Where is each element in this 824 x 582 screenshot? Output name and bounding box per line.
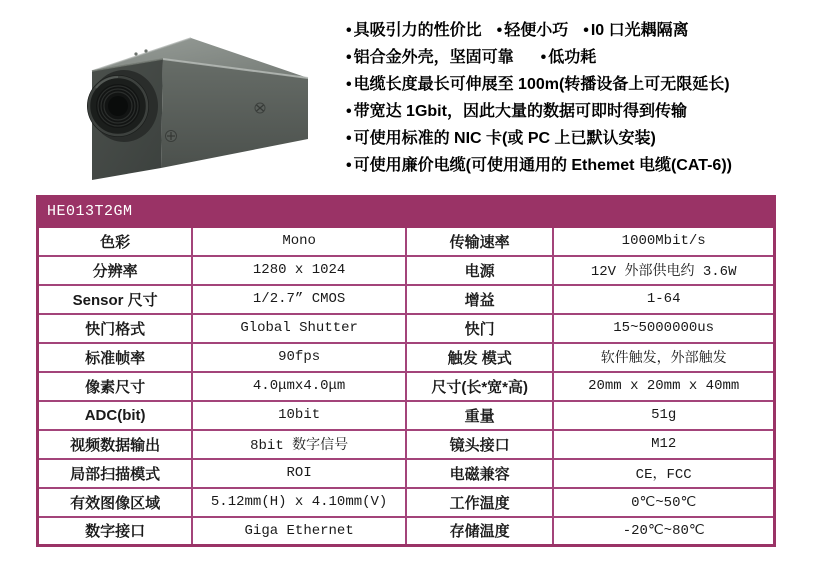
feature-line: [346, 152, 814, 179]
feature-item: [541, 44, 597, 71]
spec-label-cell: 像素尺寸: [38, 372, 193, 401]
bullet-icon: •: [346, 130, 352, 147]
spec-value-cell: 20mm x 20mm x 40mm: [553, 372, 774, 401]
spec-value-cell: CE，FCC: [553, 459, 774, 488]
feature-item: [583, 17, 688, 44]
spec-table-header-row: [38, 197, 775, 227]
spec-value-cell: Global Shutter: [192, 314, 406, 343]
spec-value-cell: 51g: [553, 401, 774, 430]
screw-icon: [166, 131, 177, 142]
spec-value-cell: 1280 x 1024: [192, 256, 406, 285]
table-row: [38, 401, 775, 430]
spec-label-cell: 电源: [406, 256, 553, 285]
bullet-icon: •: [346, 22, 352, 39]
spec-value-cell: Mono: [192, 227, 406, 256]
spec-value-cell: 10bit: [192, 401, 406, 430]
spec-label-cell: 工作温度: [406, 488, 553, 517]
feature-line: [346, 44, 814, 71]
spec-label-cell: 局部扫描模式: [38, 459, 193, 488]
spec-label-cell: 视频数据输出: [38, 430, 193, 459]
table-row: [38, 314, 775, 343]
feature-item: [346, 44, 514, 71]
bullet-icon: •: [540, 49, 547, 66]
feature-item: [346, 71, 730, 98]
spec-value-cell: 1-64: [553, 285, 774, 314]
table-row: [38, 227, 775, 256]
spec-value-cell: 15~5000000us: [553, 314, 774, 343]
feature-line: [346, 98, 814, 125]
spec-value-cell: 12V 外部供电约 3.6W: [553, 256, 774, 285]
spec-label-cell: 尺寸(长*宽*高): [406, 372, 553, 401]
spec-label-cell: 传输速率: [406, 227, 553, 256]
product-photo: [58, 18, 340, 190]
bullet-icon: •: [346, 49, 352, 66]
feature-item: [346, 125, 656, 152]
feature-line: [346, 125, 814, 152]
spec-label-cell: 触发 模式: [406, 343, 553, 372]
feature-text: I0 口光耦隔离: [590, 22, 689, 39]
spec-label-cell: 重量: [406, 401, 553, 430]
spec-label-cell: 快门: [406, 314, 553, 343]
feature-item: [346, 98, 687, 125]
spec-label-cell: 电磁兼容: [406, 459, 553, 488]
feature-text: 可使用廉价电缆(可使用通用的 Ethemet 电缆(CAT-6)): [353, 157, 732, 174]
feature-text: 轻便小巧: [504, 22, 569, 39]
spec-value-cell: 1/2.7” CMOS: [192, 285, 406, 314]
feature-line: [346, 17, 814, 44]
table-row: [38, 372, 775, 401]
spec-label-cell: 数字接口: [38, 517, 193, 546]
feature-item: [346, 17, 482, 44]
camera-illustration: [58, 18, 340, 190]
feature-item: [497, 17, 569, 44]
feature-text: 具吸引力的性价比: [353, 22, 482, 39]
feature-text: 铝合金外壳，坚固可靠: [353, 49, 514, 66]
spec-value-cell: 软件触发，外部触发: [553, 343, 774, 372]
spec-table: [36, 195, 776, 547]
table-row: [38, 430, 775, 459]
spec-value-cell: 90fps: [192, 343, 406, 372]
spec-value-cell: 1000Mbit/s: [553, 227, 774, 256]
table-row: [38, 256, 775, 285]
spec-label-cell: 镜头接口: [406, 430, 553, 459]
spec-table-body: [38, 227, 775, 546]
model-title: HE013T2GM: [38, 197, 775, 227]
feature-text: 电缆长度最长可伸展至 100m(转播设备上可无限延长): [353, 76, 730, 93]
spec-value-cell: 5.12mm(H) x 4.10mm(V): [192, 488, 406, 517]
table-row: [38, 459, 775, 488]
spec-value-cell: 8bit 数字信号: [192, 430, 406, 459]
table-row: [38, 488, 775, 517]
bullet-icon: •: [583, 22, 589, 39]
bullet-icon: •: [346, 157, 352, 174]
table-row: [38, 517, 775, 546]
spec-value-cell: Giga Ethernet: [192, 517, 406, 546]
spec-value-cell: 4.0μmx4.0μm: [192, 372, 406, 401]
spec-value-cell: -20℃~80℃: [553, 517, 774, 546]
spec-value-cell: M12: [553, 430, 774, 459]
spec-label-cell: 标准帧率: [38, 343, 193, 372]
spec-label-cell: 色彩: [38, 227, 193, 256]
feature-list: [346, 17, 814, 179]
feature-item: [346, 152, 732, 179]
spec-value-cell: 0℃~50℃: [553, 488, 774, 517]
table-row: [38, 343, 775, 372]
feature-line: [346, 71, 814, 98]
feature-text: 低功耗: [548, 49, 597, 66]
spec-label-cell: 快门格式: [38, 314, 193, 343]
spec-value-cell: ROI: [192, 459, 406, 488]
spec-label-cell: 分辨率: [38, 256, 193, 285]
table-row: [38, 285, 775, 314]
spec-label-cell: ADC(bit): [38, 401, 193, 430]
feature-text: 带宽达 1Gbit，因此大量的数据可即时得到传输: [353, 103, 687, 120]
bullet-icon: •: [346, 103, 352, 120]
feature-text: 可使用标准的 NIC 卡(或 PC 上已默认安装): [353, 130, 656, 147]
bullet-icon: •: [496, 22, 503, 39]
bullet-icon: •: [346, 76, 352, 93]
spec-label-cell: Sensor 尺寸: [38, 285, 193, 314]
spec-label-cell: 存储温度: [406, 517, 553, 546]
spec-label-cell: 有效图像区域: [38, 488, 193, 517]
screw-icon: [255, 103, 265, 113]
spec-label-cell: 增益: [406, 285, 553, 314]
